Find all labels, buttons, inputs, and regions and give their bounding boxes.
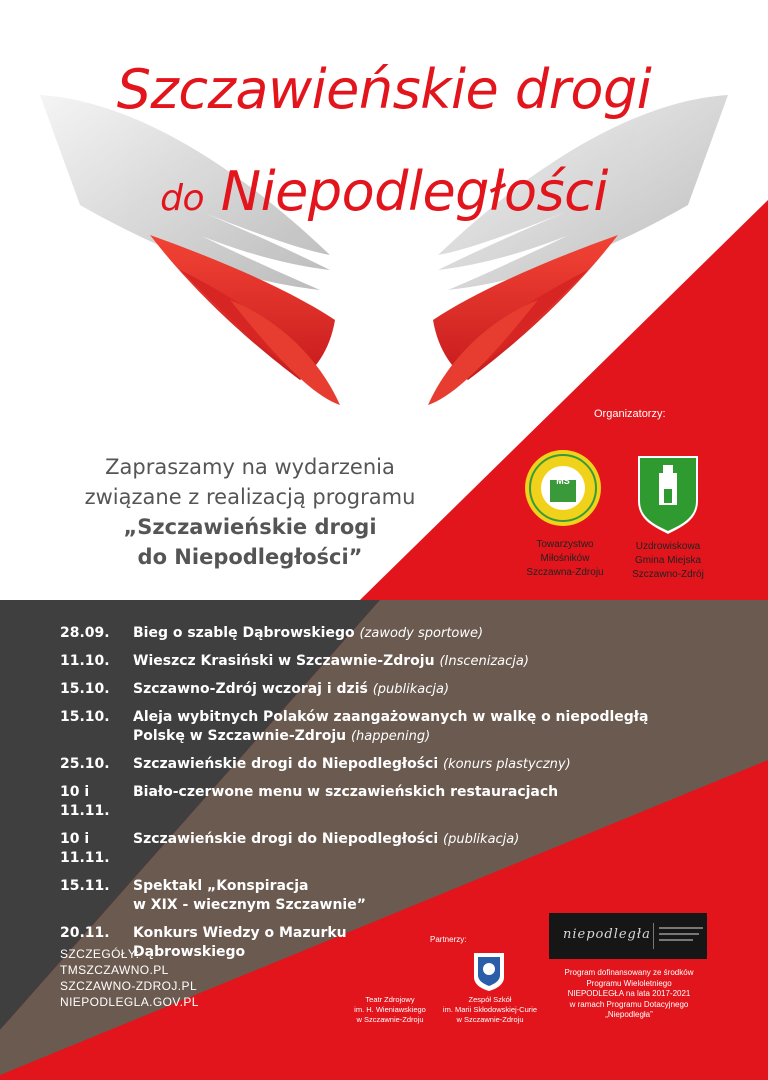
invite-line2: związane z realizacją programu (84, 485, 416, 509)
event-note: (publikacja) (372, 682, 450, 697)
event-description (133, 652, 529, 671)
program-line1: Program dofinansowany ze środków (564, 968, 694, 977)
event-description (133, 624, 483, 643)
event-title-line: Konkurs Wiedzy o Mazurku (133, 925, 347, 941)
org1-line1: Towarzystwo (536, 539, 594, 550)
program-line2: Programu Wieloletniego (586, 978, 672, 988)
event-description (133, 755, 571, 774)
event-note: (publikacja) (443, 832, 520, 847)
school-line2: im. Marii Skłodowskiej-Curie (442, 1005, 538, 1014)
program-funding-text (548, 968, 710, 1021)
event-title-line: Polskę w Szczawnie-Zdroju (133, 728, 347, 744)
event-date: 11.10. (60, 653, 110, 669)
invite-line3: „Szczawieńskie drogi (123, 515, 377, 539)
event-item (60, 830, 720, 868)
event-date: 15.10. (60, 709, 110, 725)
event-description (133, 708, 648, 746)
partner-teatr (342, 995, 438, 1025)
program-line3: NIEPODLEGŁA na lata 2017-2021 (567, 989, 691, 998)
invite-line4: do Niepodległości” (137, 545, 363, 569)
poster-title-line2 (0, 160, 768, 223)
teatr-line1: Teatr Zdrojowy (365, 995, 415, 1004)
event-item (60, 755, 720, 774)
teatr-line2: im. H. Wieniawskiego (354, 1005, 426, 1014)
event-title-line: Dąbrowskiego (133, 944, 246, 960)
event-title-line: Szczawieńskie drogi do Niepodległości (133, 756, 439, 772)
organizer-tms (518, 538, 612, 580)
event-date: 15.11. (60, 878, 110, 894)
event-title-line: Szczawieńskie drogi do Niepodległości (133, 831, 439, 847)
event-note: (zawody sportowe) (359, 626, 484, 641)
poster-title-line1: Szczawieńskie drogi (116, 58, 652, 121)
event-item (60, 624, 720, 643)
org2-line1: Uzdrowiskowa (635, 541, 701, 552)
program-line5: „Niepodległa” (605, 1010, 653, 1019)
title-niepodleglosci: Niepodległości (220, 160, 608, 223)
invite-line1: Zapraszamy na wydarzenia (105, 455, 395, 479)
event-item (60, 783, 720, 821)
org1-line2: Miłośników (540, 553, 590, 564)
program-line4: w ramach Programu Dotacyjnego (569, 999, 689, 1009)
event-date: 25.10. (60, 756, 110, 772)
title-do: do (160, 178, 205, 219)
event-note: (konurs plastyczny) (443, 757, 571, 772)
event-description (133, 680, 449, 699)
teatr-logo-line1: TEATR (369, 952, 409, 965)
partners-label: Partnerzy: (430, 935, 467, 944)
org2-line2: Gmina Miejska (634, 555, 702, 566)
event-title-line: Aleja wybitnych Polaków zaangażowanych w walkę o niepodległą (133, 709, 649, 725)
partner-school (440, 995, 540, 1025)
event-note: (Inscenizacja) (439, 654, 529, 669)
organizer-gmina (620, 540, 716, 582)
event-title-line: w XIX - wiecznym Szczawnie” (133, 897, 366, 913)
details-block (60, 946, 199, 1010)
event-date: 20.11. (60, 925, 110, 941)
details-link-niepodlegla[interactable]: NIEPODLEGLA.GOV.PL (60, 995, 199, 1009)
tms-logo (525, 450, 601, 526)
event-note: (happening) (350, 729, 431, 744)
event-date: 10 i 11.11. (60, 784, 110, 819)
gmina-coat-of-arms (637, 455, 699, 535)
organizers-label: Organizatorzy: (594, 408, 666, 420)
event-title-line: Spektakl „Konspiracja (133, 878, 309, 894)
event-title-line: Szczawno-Zdrój wczoraj i dziś (133, 681, 368, 697)
event-item (60, 652, 720, 671)
event-title-line: Biało-czerwone menu w szczawieńskich restauracjach (133, 784, 559, 800)
event-date: 10 i 11.11. (60, 831, 110, 866)
teatr-logo-line2: ZDROJOWY (356, 964, 422, 977)
event-title-line: Wieszcz Krasiński w Szczawnie-Zdroju (133, 653, 435, 669)
event-description (133, 830, 519, 868)
tms-logo-text: MS (556, 476, 570, 486)
details-link-szczawno-zdroj[interactable]: SZCZAWNO-ZDROJ.PL (60, 979, 198, 993)
event-description (133, 877, 366, 915)
school-line1: Zespół Szkół (468, 995, 512, 1004)
event-item (60, 680, 720, 699)
teatr-line3: w Szczawnie-Zdroju (356, 1015, 424, 1024)
teatr-zdrojowy-logo (356, 953, 422, 985)
invitation-text (60, 452, 440, 572)
event-date: 15.10. (60, 681, 110, 697)
org2-line3: Szczawno-Zdrój (632, 569, 704, 580)
details-label: SZCZEGÓŁY: (60, 947, 140, 961)
org1-line3: Szczawna-Zdroju (526, 567, 604, 578)
logo-separator (653, 923, 654, 949)
event-date: 28.09. (60, 625, 110, 641)
niepodlegla-logo (549, 913, 707, 959)
event-item (60, 877, 720, 915)
left-wing (40, 95, 340, 405)
niepodlegla-logo-text: niepodległa (563, 927, 651, 942)
event-item (60, 708, 720, 746)
event-description (133, 783, 558, 821)
event-title-line: Bieg o szablę Dąbrowskiego (133, 625, 355, 641)
school-line3: w Szczawnie-Zdroju (456, 1015, 524, 1024)
details-link-tmszczawno[interactable]: TMSZCZAWNO.PL (60, 963, 169, 977)
